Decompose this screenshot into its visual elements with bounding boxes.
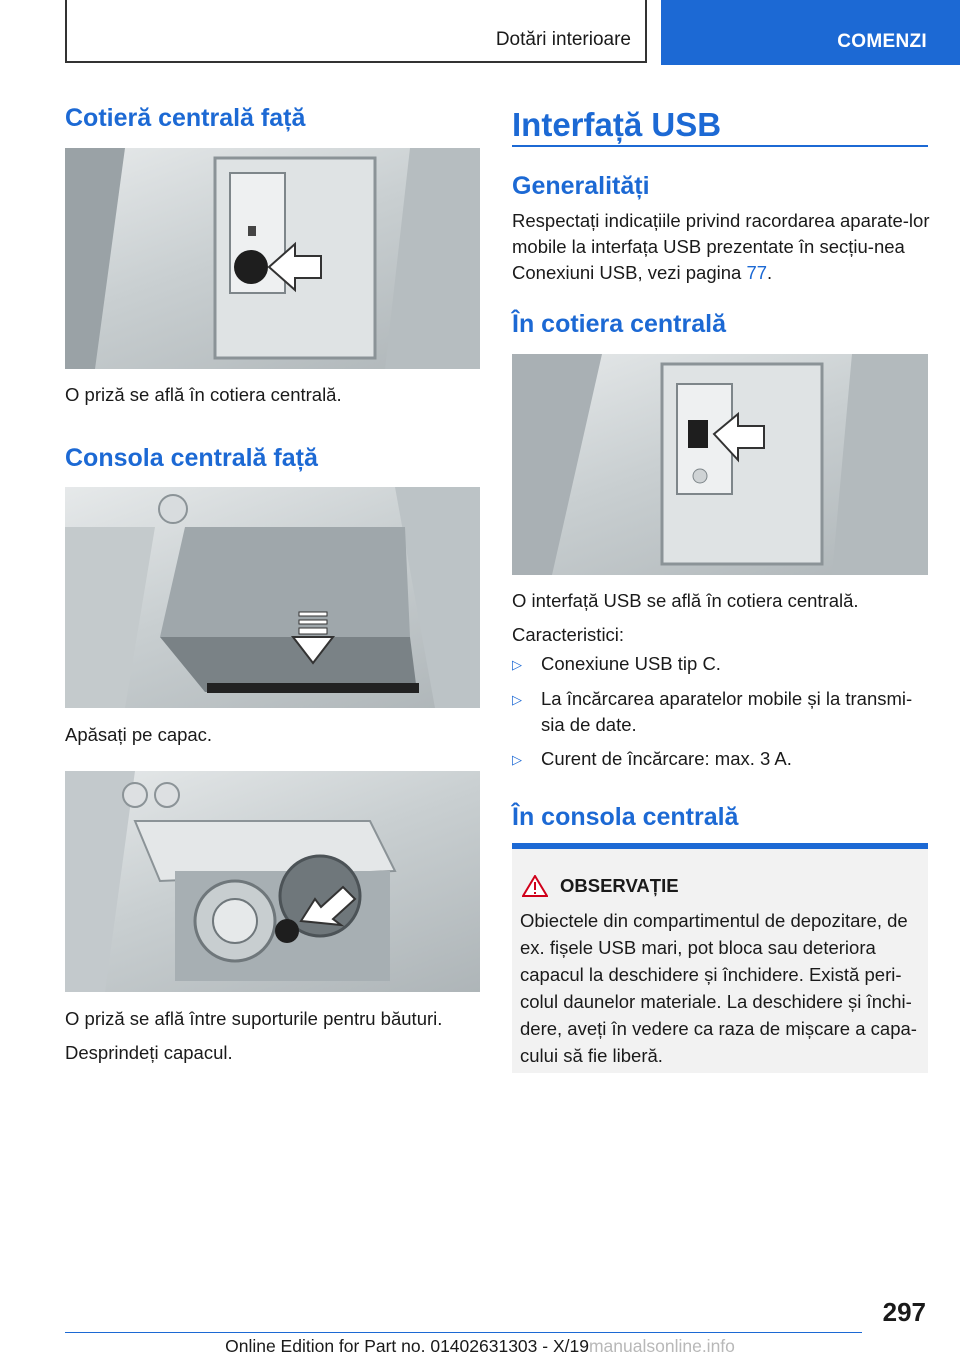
features-label: Caracteristici:: [512, 624, 625, 645]
warning-box: [512, 843, 928, 1073]
header-section-box: [65, 0, 647, 63]
heading-front-console: Consola centrală față: [65, 444, 318, 472]
header-chapter-label: COMENZI: [837, 31, 927, 52]
heading-in-console: În consola centrală: [512, 803, 739, 831]
caption-between-cupholders: O priză se află între suporturile pentru băuturi.: [65, 1008, 443, 1029]
warning-title: OBSERVAȚIE: [560, 875, 679, 896]
heading-usb-interface: Interfață USB: [512, 106, 722, 143]
list-item: [512, 746, 928, 773]
general-paragraph: [512, 208, 932, 286]
feature-text: La încărcarea aparatelor mobile și la transmi-sia de date.: [541, 688, 913, 735]
list-item: [512, 686, 928, 738]
photo-cupholder-socket: [65, 771, 480, 992]
warning-header: [522, 875, 679, 897]
general-text: Respectați indicațiile privind racordarea aparate-lor mobile la interfața USB prezentate în secțiu-nea Conexiuni USB, vezi pagina: [512, 210, 930, 283]
footer-rule: [65, 1332, 862, 1333]
feature-text: Curent de încărcare: max. 3 A.: [541, 748, 792, 769]
caption-usb-armrest: O interfață USB se află în cotiera centrală.: [512, 590, 859, 611]
warning-triangle-icon: [522, 875, 548, 897]
watermark-text: manualsonline.info: [588, 1336, 735, 1356]
photo-console-cover: [65, 487, 480, 708]
caption-armrest-socket: O priză se află în cotiera centrală.: [65, 384, 342, 405]
page-link[interactable]: 77: [746, 262, 768, 283]
triangle-bullet-icon: ▷: [512, 657, 522, 672]
triangle-bullet-icon: ▷: [512, 752, 522, 767]
edition-text: Online Edition for Part no. 01402631303 - X/19: [225, 1336, 589, 1356]
heading-general: Generalități: [512, 172, 650, 200]
heading-front-armrest: Cotieră centrală față: [65, 104, 306, 132]
page-number: 297: [882, 1297, 926, 1327]
caption-detach-cover: Desprindeți capacul.: [65, 1042, 233, 1063]
photo-armrest-socket: [65, 148, 480, 369]
triangle-bullet-icon: ▷: [512, 692, 522, 707]
list-item: [512, 651, 928, 678]
footer-edition: [0, 1336, 960, 1357]
heading-in-armrest: În cotiera centrală: [512, 310, 726, 338]
caption-press-cover: Apăsați pe capac.: [65, 724, 213, 745]
photo-usb-armrest: [512, 354, 928, 575]
general-end: .: [767, 262, 773, 283]
header-chapter-tab: [661, 0, 960, 65]
feature-text: Conexiune USB tip C.: [541, 653, 721, 674]
heading-rule: [512, 145, 928, 147]
warning-text: Obiectele din compartimentul de depozitare, de ex. fișele USB mari, pot bloca sau deteriora capacul la deschidere și închidere. Există peri-colul daunelor materiale. La deschidere și închi-dere, aveți în vedere ca raza de mișcare a capa-cului să fie liberă.: [520, 910, 917, 1066]
features-list: [512, 651, 928, 773]
header-section-title: Dotări interioare: [495, 29, 631, 50]
